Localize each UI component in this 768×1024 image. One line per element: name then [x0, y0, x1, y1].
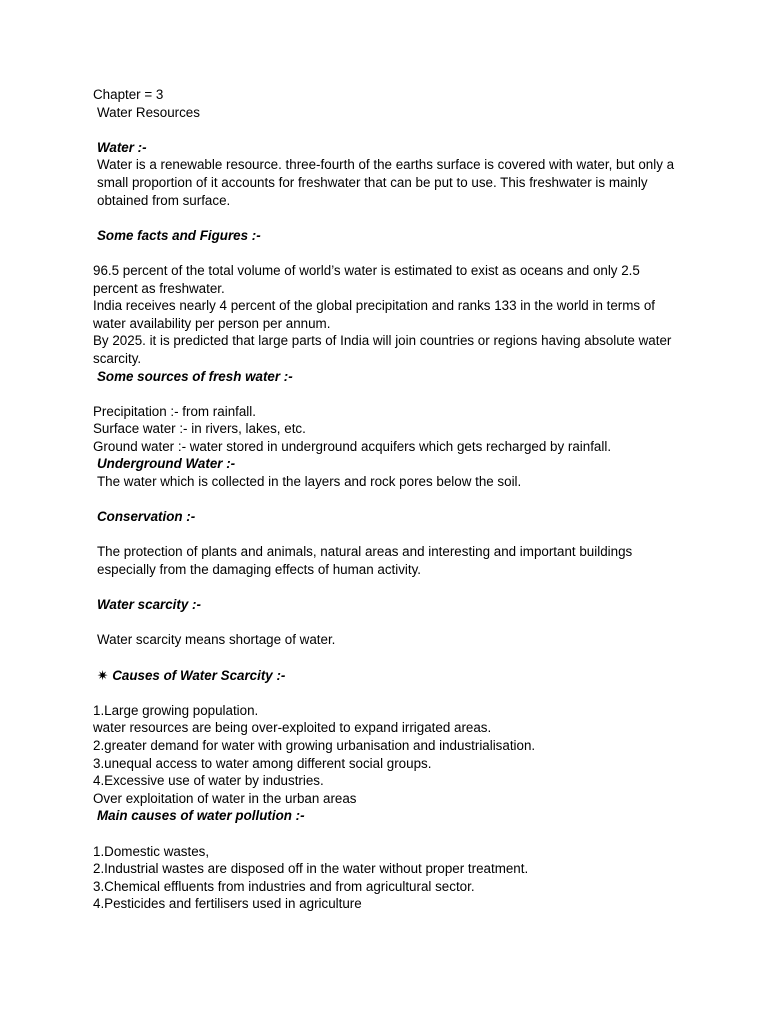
sources-heading: Some sources of fresh water :- — [97, 368, 293, 384]
facts-item: India receives nearly 4 percent of the global precipitation and ranks 133 in the world in terms of water availability per person per annum. — [93, 298, 655, 331]
causes-heading-row — [93, 667, 683, 685]
spacer — [93, 526, 683, 544]
water-heading: Water :- — [97, 139, 147, 155]
causes-item: 3.unequal access to water among different social groups. — [93, 755, 432, 771]
underground-text: The water which is collected in the layers and rock pores below the soil. — [97, 474, 522, 490]
spacer — [93, 209, 683, 227]
spacer — [93, 244, 683, 262]
spacer — [93, 614, 683, 632]
water-text: Water is a renewable resource. three-fourth of the earths surface is covered with water, but only a small proportion of it accounts for freshwater that can be put to use. This freshwater is mainly obtained from surface. — [97, 157, 675, 208]
causes-item: 2.greater demand for water with growing urbanisation and industrialisation. — [93, 737, 536, 753]
pollution-item: 1.Domestic wastes, — [93, 843, 210, 859]
asterisk-star-icon: ✷ — [97, 667, 109, 683]
spacer — [93, 579, 683, 597]
spacer — [93, 385, 683, 403]
spacer — [93, 649, 683, 667]
conservation-heading: Conservation :- — [97, 509, 196, 525]
spacer — [93, 684, 683, 702]
spacer — [93, 491, 683, 509]
causes-item: Over exploitation of water in the urban areas — [93, 790, 357, 806]
facts-heading: Some facts and Figures :- — [97, 227, 261, 243]
scarcity-heading: Water scarcity :- — [97, 597, 201, 613]
pollution-item: 4.Pesticides and fertilisers used in agriculture — [93, 896, 362, 912]
spacer — [93, 825, 683, 843]
spacer — [93, 121, 683, 139]
causes-heading: Causes of Water Scarcity :- — [112, 667, 286, 683]
causes-item: 1.Large growing population. — [93, 702, 259, 718]
pollution-item: 3.Chemical effluents from industries and from agricultural sector. — [93, 878, 475, 894]
causes-item: water resources are being over-exploited to expand irrigated areas. — [93, 720, 492, 736]
document-page — [93, 86, 683, 913]
sources-item: Precipitation :- from rainfall. — [93, 403, 256, 419]
pollution-item: 2.Industrial wastes are disposed off in the water without proper treatment. — [93, 861, 529, 877]
chapter-title: Water Resources — [97, 104, 200, 120]
sources-item: Ground water :- water stored in underground acquifers which gets recharged by rainfall. — [93, 438, 612, 454]
scarcity-text: Water scarcity means shortage of water. — [97, 632, 336, 648]
underground-heading: Underground Water :- — [97, 456, 236, 472]
chapter-label: Chapter = 3 — [93, 87, 164, 102]
facts-item: By 2025. it is predicted that large parts of India will join countries or regions having absolute water scarcity. — [93, 333, 672, 366]
facts-item: 96.5 percent of the total volume of world’s water is estimated to exist as oceans and only 2.5 percent as freshwater. — [93, 262, 640, 296]
conservation-text: The protection of plants and animals, natural areas and interesting and important buildings especially from the damaging effects of human activity. — [97, 544, 633, 578]
pollution-heading: Main causes of water pollution :- — [97, 808, 305, 824]
causes-item: 4.Excessive use of water by industries. — [93, 773, 324, 789]
sources-item: Surface water :- in rivers, lakes, etc. — [93, 421, 306, 437]
